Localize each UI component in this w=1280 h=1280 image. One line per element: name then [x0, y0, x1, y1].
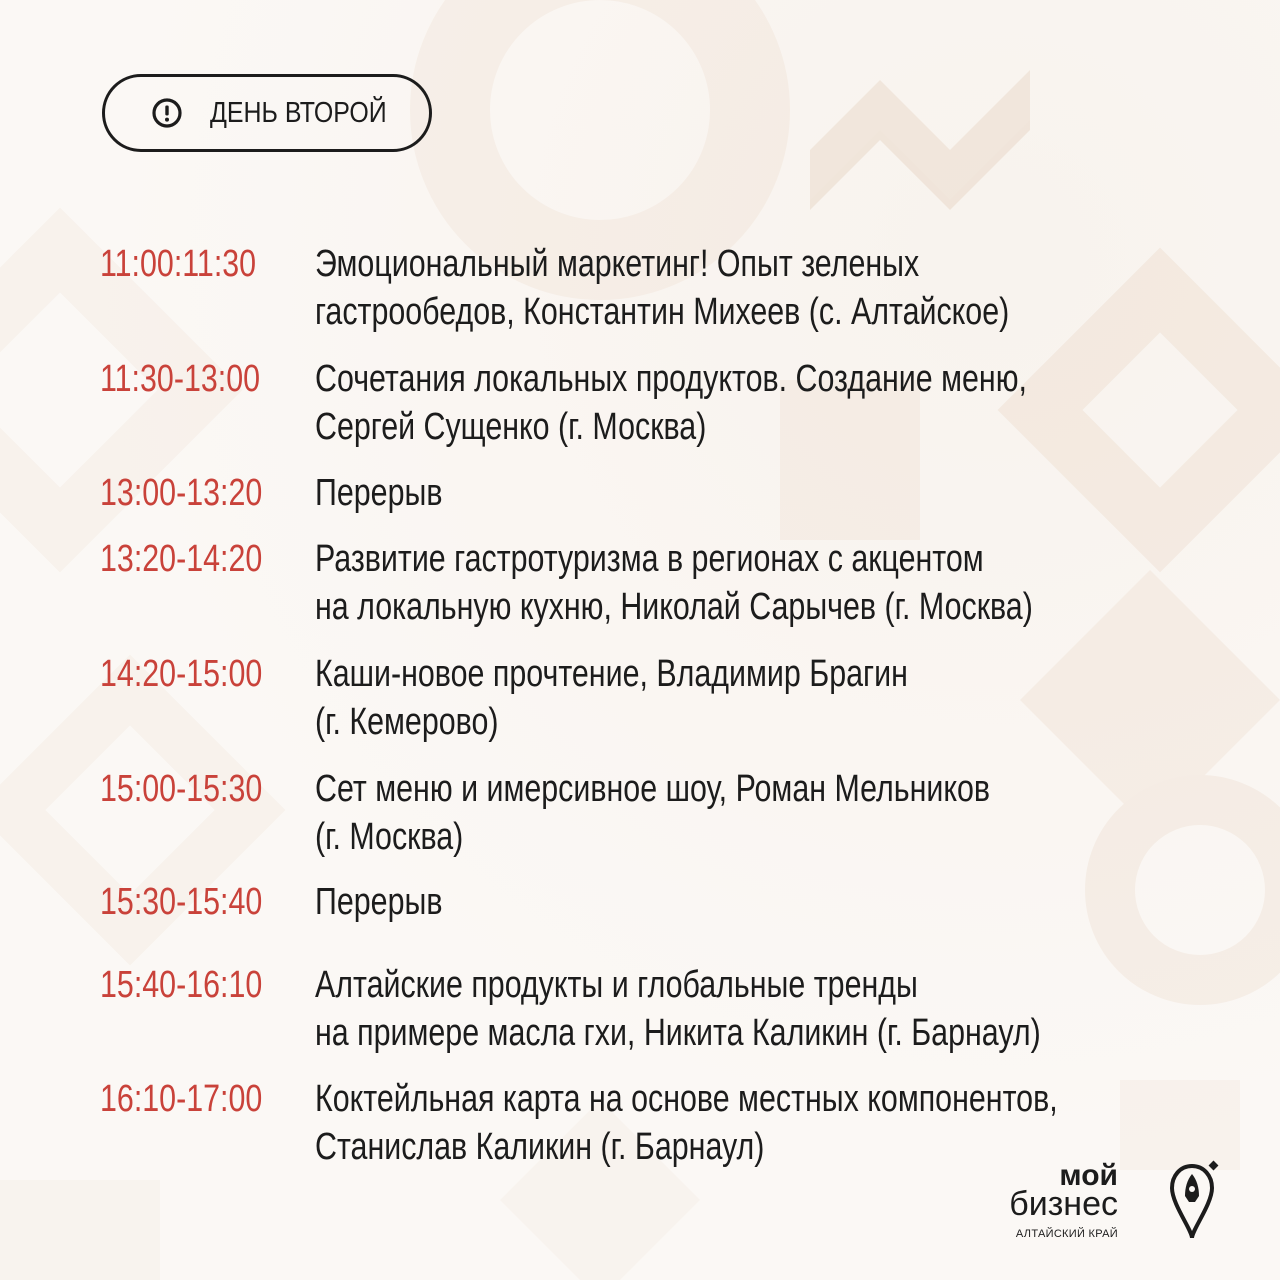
schedule-description	[315, 355, 1219, 451]
logo-line-1: мой	[1059, 1159, 1118, 1192]
description-line: Коктейльная карта на основе местных компонентов,	[315, 1078, 1058, 1120]
description-line: (г. Москва)	[315, 816, 464, 858]
schedule-time: 15:40-16:10	[100, 964, 263, 1006]
schedule-description	[315, 469, 1219, 517]
description-line: Каши-новое прочтение, Владимир Брагин	[315, 653, 908, 695]
schedule-time: 11:00:11:30	[100, 243, 257, 285]
schedule-time: 16:10-17:00	[100, 1078, 263, 1120]
description-line: Развитие гастротуризма в регионах с акцентом	[315, 538, 984, 580]
description-line: Станислав Каликин (г. Барнаул)	[315, 1126, 765, 1168]
description-line: Сет меню и имерсивное шоу, Роман Мельников	[315, 768, 991, 810]
schedule-time: 13:00-13:20	[100, 472, 263, 514]
schedule-time: 11:30-13:00	[100, 358, 261, 400]
schedule-time: 15:30-15:40	[100, 881, 263, 923]
schedule-description	[315, 878, 1219, 926]
description-line: на примере масла гхи, Никита Каликин (г. Барнаул)	[315, 1012, 1041, 1054]
description-line: на локальную кухню, Николай Сарычев (г. Москва)	[315, 586, 1033, 628]
logo-line-3: АЛТАЙСКИЙ КРАЙ	[1015, 1228, 1118, 1240]
schedule-description	[315, 961, 1219, 1057]
schedule-description	[315, 650, 1219, 746]
schedule-time: 13:20-14:20	[100, 538, 263, 580]
schedule-time: 14:20-15:00	[100, 653, 263, 695]
description-line: гастрообедов, Константин Михеев (с. Алтайское)	[315, 291, 1010, 333]
logo-line-2: бизнес	[1009, 1185, 1118, 1223]
schedule-description	[315, 765, 1219, 861]
schedule-description	[315, 1075, 1219, 1171]
map-pin-rocket-icon	[1170, 1160, 1220, 1244]
description-line: Сергей Сущенко (г. Москва)	[315, 406, 707, 448]
schedule-description	[315, 240, 1219, 336]
brand-logo	[1009, 1159, 1230, 1250]
schedule-time: 15:00-15:30	[100, 768, 263, 810]
description-line: Эмоциональный маркетинг! Опыт зеленых	[315, 243, 920, 285]
description-line: (г. Кемерово)	[315, 701, 499, 743]
description-line: Алтайские продукты и глобальные тренды	[315, 964, 918, 1006]
day-badge	[102, 74, 432, 152]
exclamation-circle-icon	[151, 97, 183, 129]
description-line: Сочетания локальных продуктов. Создание меню,	[315, 358, 1027, 400]
schedule-description	[315, 535, 1219, 631]
day-label: ДЕНЬ ВТОРОЙ	[210, 96, 387, 129]
description-line: Перерыв	[315, 472, 443, 514]
description-line: Перерыв	[315, 881, 443, 923]
